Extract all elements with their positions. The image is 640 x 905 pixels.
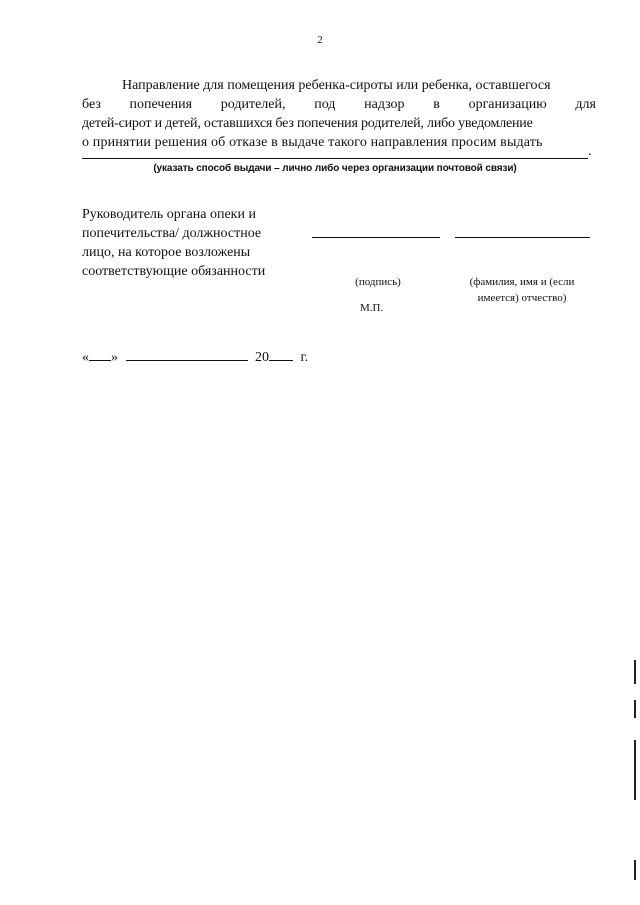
official-title xyxy=(82,205,312,281)
year-prefix: 20 xyxy=(255,350,269,365)
day-blank[interactable] xyxy=(89,346,111,361)
month-blank[interactable] xyxy=(126,346,248,361)
delivery-method-blank[interactable] xyxy=(82,158,588,159)
signature-label: (подпись) xyxy=(355,276,401,288)
paragraph-word: попечения xyxy=(129,97,193,112)
year-blank[interactable] xyxy=(269,346,293,361)
signature-blank[interactable] xyxy=(312,237,440,238)
scan-edge-mark xyxy=(634,740,636,800)
request-paragraph xyxy=(82,76,596,152)
official-title-line: соответствующие обязанности xyxy=(82,264,266,279)
scan-edge-mark xyxy=(634,860,636,880)
paragraph-word: в xyxy=(433,97,440,112)
stamp-place: М.П. xyxy=(360,302,384,314)
paragraph-line-2 xyxy=(82,95,596,114)
date-open-quote: « xyxy=(82,350,89,365)
delivery-method-hint: (указать способ выдачи – лично либо через организации почтовой связи) xyxy=(153,163,517,174)
paragraph-word: под xyxy=(314,97,336,112)
full-name-blank[interactable] xyxy=(455,237,590,238)
year-suffix: г. xyxy=(300,350,309,365)
full-name-label-line: имеется) отчество) xyxy=(477,292,567,304)
paragraph-line-4: о принятии решения об отказе в выдаче такого направления просим выдать xyxy=(82,135,543,150)
delivery-line-end: . xyxy=(588,144,592,159)
scan-edge-mark xyxy=(634,660,636,684)
paragraph-line-1: Направление для помещения ребенка-сироты или ребенка, оставшегося xyxy=(122,78,551,93)
official-title-line: Руководитель органа опеки и xyxy=(82,207,256,222)
full-name-label-line: (фамилия, имя и (если xyxy=(469,276,575,288)
official-title-line: лицо, на которое возложены xyxy=(82,245,251,260)
paragraph-word: родителей, xyxy=(220,97,286,112)
date-close-quote: » xyxy=(111,350,118,365)
paragraph-word: надзор xyxy=(364,97,405,112)
scan-edge-mark xyxy=(634,700,636,718)
paragraph-word: организацию xyxy=(468,97,547,112)
paragraph-word: без xyxy=(82,97,101,112)
official-title-line: попечительства/ должностное xyxy=(82,226,262,241)
full-name-label xyxy=(452,274,592,306)
paragraph-line-3: детей-сирот и детей, оставшихся без попечения родителей, либо уведомление xyxy=(82,116,533,131)
date-row xyxy=(82,346,308,366)
page-number: 2 xyxy=(317,34,323,46)
paragraph-word: для xyxy=(575,97,596,112)
